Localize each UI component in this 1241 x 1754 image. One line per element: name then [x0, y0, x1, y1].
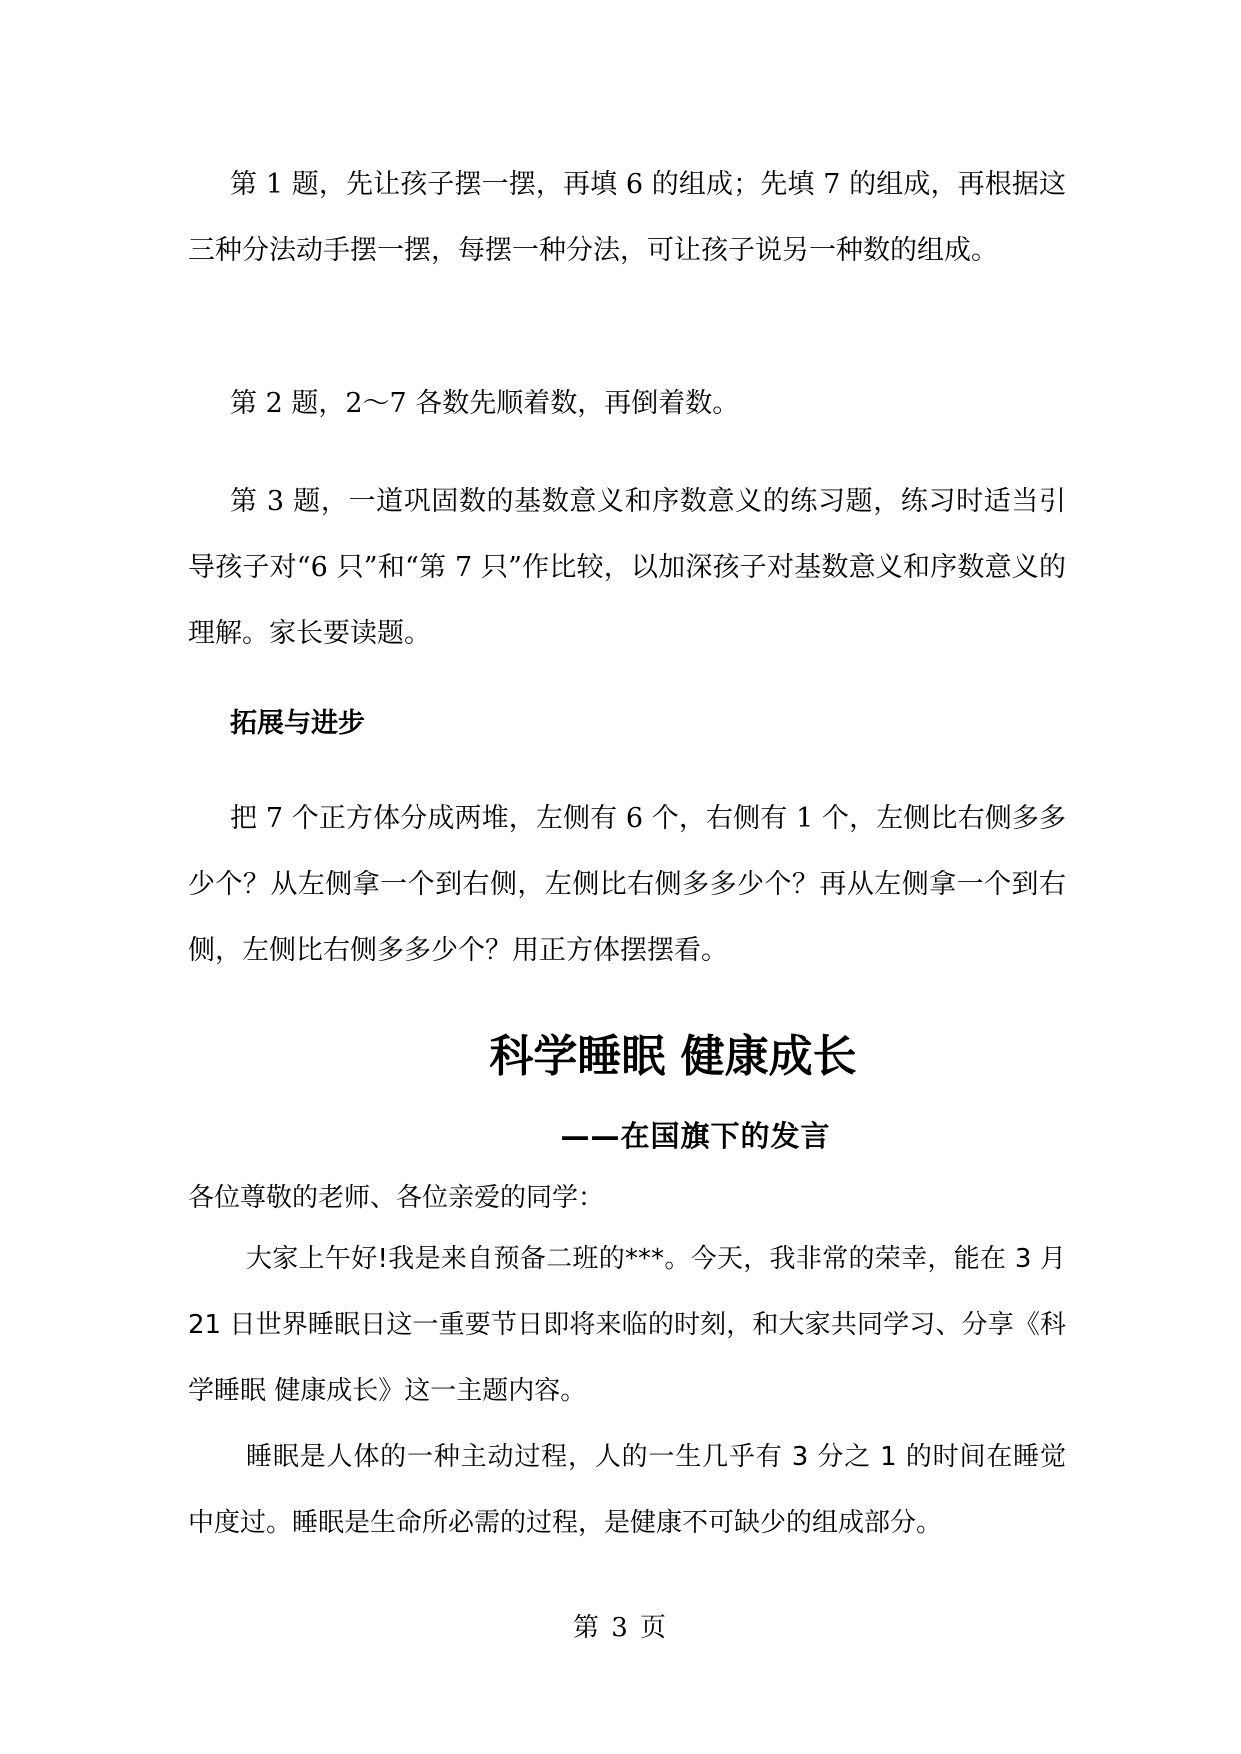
extension-text: 把 7 个正方体分成两堆，左侧有 6 个，右侧有 1 个，左侧比右侧多多少个？从左侧拿一个到右侧，左侧比右侧多多少个？再从左侧拿一个到右侧，左侧比右侧多多少个？用正方体摆摆看。 — [188, 803, 1066, 966]
speech-paragraph-1: 大家上午好!我是来自预备二班的***。今天，我非常的荣幸，能在 3 月 21 日世界睡眠日这一重要节日即将来临的时刻，和大家共同学习、分享《科学睡眠 健康成长》这一主题内容。 — [188, 1244, 1066, 1406]
extension-heading: 拓展与进步 — [230, 708, 365, 739]
speech-greeting: 各位尊敬的老师、各位亲爱的同学： — [188, 1183, 605, 1213]
speech-subtitle: ——在国旗下的发言 — [560, 1119, 831, 1153]
instruction-item-2: 第 2 题，2～7 各数先顺着数，再倒着数。 — [230, 388, 740, 419]
instruction-item-3: 第 3 题，一道巩固数的基数意义和序数意义的练习题，练习时适当引导孩子对“6 只”和“第 7 只”作比较，以加深孩子对基数意义和序数意义的理解。家长要读题。 — [188, 486, 1066, 649]
instruction-item-1: 第 1 题，先让孩子摆一摆，再填 6 的组成；先填 7 的组成，再根据这三种分法动手摆一摆，每摆一种分法，可让孩子说另一种数的组成。 — [188, 169, 1066, 266]
speech-title: 科学睡眠 健康成长 — [489, 1031, 857, 1082]
page-number: 第 3 页 — [572, 1613, 669, 1643]
speech-paragraph-2: 睡眠是人体的一种主动过程，人的一生几乎有 3 分之 1 的时间在睡觉中度过。睡眠是生命所必需的过程，是健康不可缺少的组成部分。 — [188, 1442, 1066, 1538]
